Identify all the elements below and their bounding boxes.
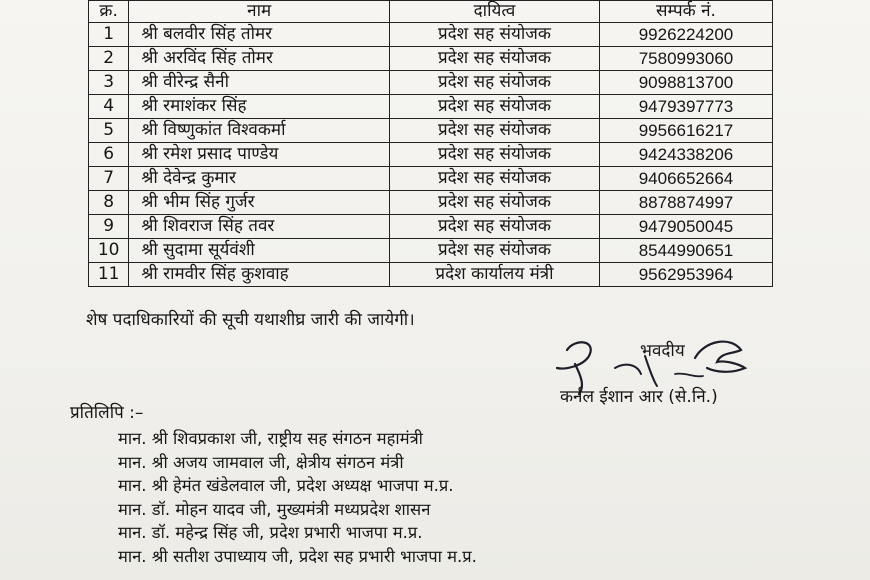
role-cell: प्रदेश सह संयोजक [390,95,600,119]
office-bearers-table [88,0,773,287]
phone-cell: 9926224200 [599,23,772,47]
phone-cell: 9098813700 [599,71,772,95]
copy-to-item: मान. डॉ. मोहन यादव जी, मुख्यमंत्री मध्यप्रदेश शासन [118,499,431,519]
role-cell: प्रदेश सह संयोजक [390,47,600,71]
phone-cell: 9956616217 [599,119,772,143]
role-cell: प्रदेश सह संयोजक [390,119,600,143]
phone-cell: 9424338206 [599,143,772,167]
phone-cell: 9479397773 [599,95,772,119]
header-serial: क्र. [89,1,129,23]
table-row [89,143,773,167]
role-cell: प्रदेश सह संयोजक [390,191,600,215]
name-cell: श्री बलवीर सिंह तोमर [129,23,390,47]
table-row [89,95,773,119]
copy-to-item: मान. श्री अजय जामवाल जी, क्षेत्रीय संगठन मंत्री [118,452,404,472]
serial-cell: 1 [89,23,129,47]
name-cell: श्री विष्णुकांत विश्वकर्मा [129,119,390,143]
table-row [89,167,773,191]
name-cell: श्री रमाशंकर सिंह [129,95,390,119]
copy-to-label: प्रतिलिपि :– [70,403,144,423]
role-cell: प्रदेश सह संयोजक [390,71,600,95]
header-role: दायित्व [390,1,600,23]
name-cell: श्री भीम सिंह गुर्जर [129,191,390,215]
table-row [89,23,773,47]
phone-cell: 9479050045 [599,215,772,239]
serial-cell: 9 [89,215,129,239]
table-row [89,71,773,95]
serial-cell: 8 [89,191,129,215]
copy-to-item: मान. श्री सतीश उपाध्याय जी, प्रदेश सह प्रभारी भाजपा म.प्र. [118,546,477,566]
phone-cell: 7580993060 [599,47,772,71]
copy-to-item: मान. डॉ. महेन्द्र सिंह जी, प्रदेश प्रभारी भाजपा म.प्र. [118,523,423,542]
role-cell: प्रदेश सह संयोजक [390,215,600,239]
header-name: नाम [129,1,390,23]
table-row [89,47,773,71]
serial-cell: 4 [89,95,129,119]
signer-name: कर्नल ईशान आर (से.नि.) [560,387,718,407]
table-row [89,239,773,263]
name-cell: श्री वीरेन्द्र सैनी [129,71,390,95]
role-cell: प्रदेश सह संयोजक [390,143,600,167]
phone-cell: 9562953964 [599,263,772,287]
phone-cell: 9406652664 [599,167,772,191]
copy-to-item: मान. श्री शिवप्रकाश जी, राष्ट्रीय सह संगठन महामंत्री [118,429,423,448]
role-cell: प्रदेश सह संयोजक [390,167,600,191]
serial-cell: 11 [89,263,129,287]
name-cell: श्री देवेन्द्र कुमार [129,167,390,191]
serial-cell: 10 [89,239,129,263]
closing-regards: भवदीय [640,341,685,361]
header-phone: सम्पर्क नं. [599,1,772,23]
role-cell: प्रदेश कार्यालय मंत्री [390,263,600,287]
name-cell: श्री अरविंद सिंह तोमर [129,47,390,71]
table-header-row [89,1,773,23]
name-cell: श्री रामवीर सिंह कुशवाह [129,263,390,287]
name-cell: श्री रमेश प्रसाद पाण्डेय [129,143,390,167]
role-cell: प्रदेश सह संयोजक [390,239,600,263]
serial-cell: 7 [89,167,129,191]
serial-cell: 2 [89,47,129,71]
phone-cell: 8878874997 [599,191,772,215]
copy-to-list [118,427,477,568]
serial-cell: 5 [89,119,129,143]
table-row [89,215,773,239]
name-cell: श्री शिवराज सिंह तवर [129,215,390,239]
pending-list-note: शेष पदाधिकारियों की सूची यथाशीघ्र जारी की जायेगी। [86,310,415,330]
name-cell: श्री सुदामा सूर्यवंशी [129,239,390,263]
role-cell: प्रदेश सह संयोजक [390,23,600,47]
table-row [89,263,773,287]
phone-cell: 8544990651 [599,239,772,263]
serial-cell: 3 [89,71,129,95]
table-row [89,119,773,143]
serial-cell: 6 [89,143,129,167]
table-row [89,191,773,215]
copy-to-item: मान. श्री हेमंत खंडेलवाल जी, प्रदेश अध्यक्ष भाजपा म.प्र. [118,476,454,495]
